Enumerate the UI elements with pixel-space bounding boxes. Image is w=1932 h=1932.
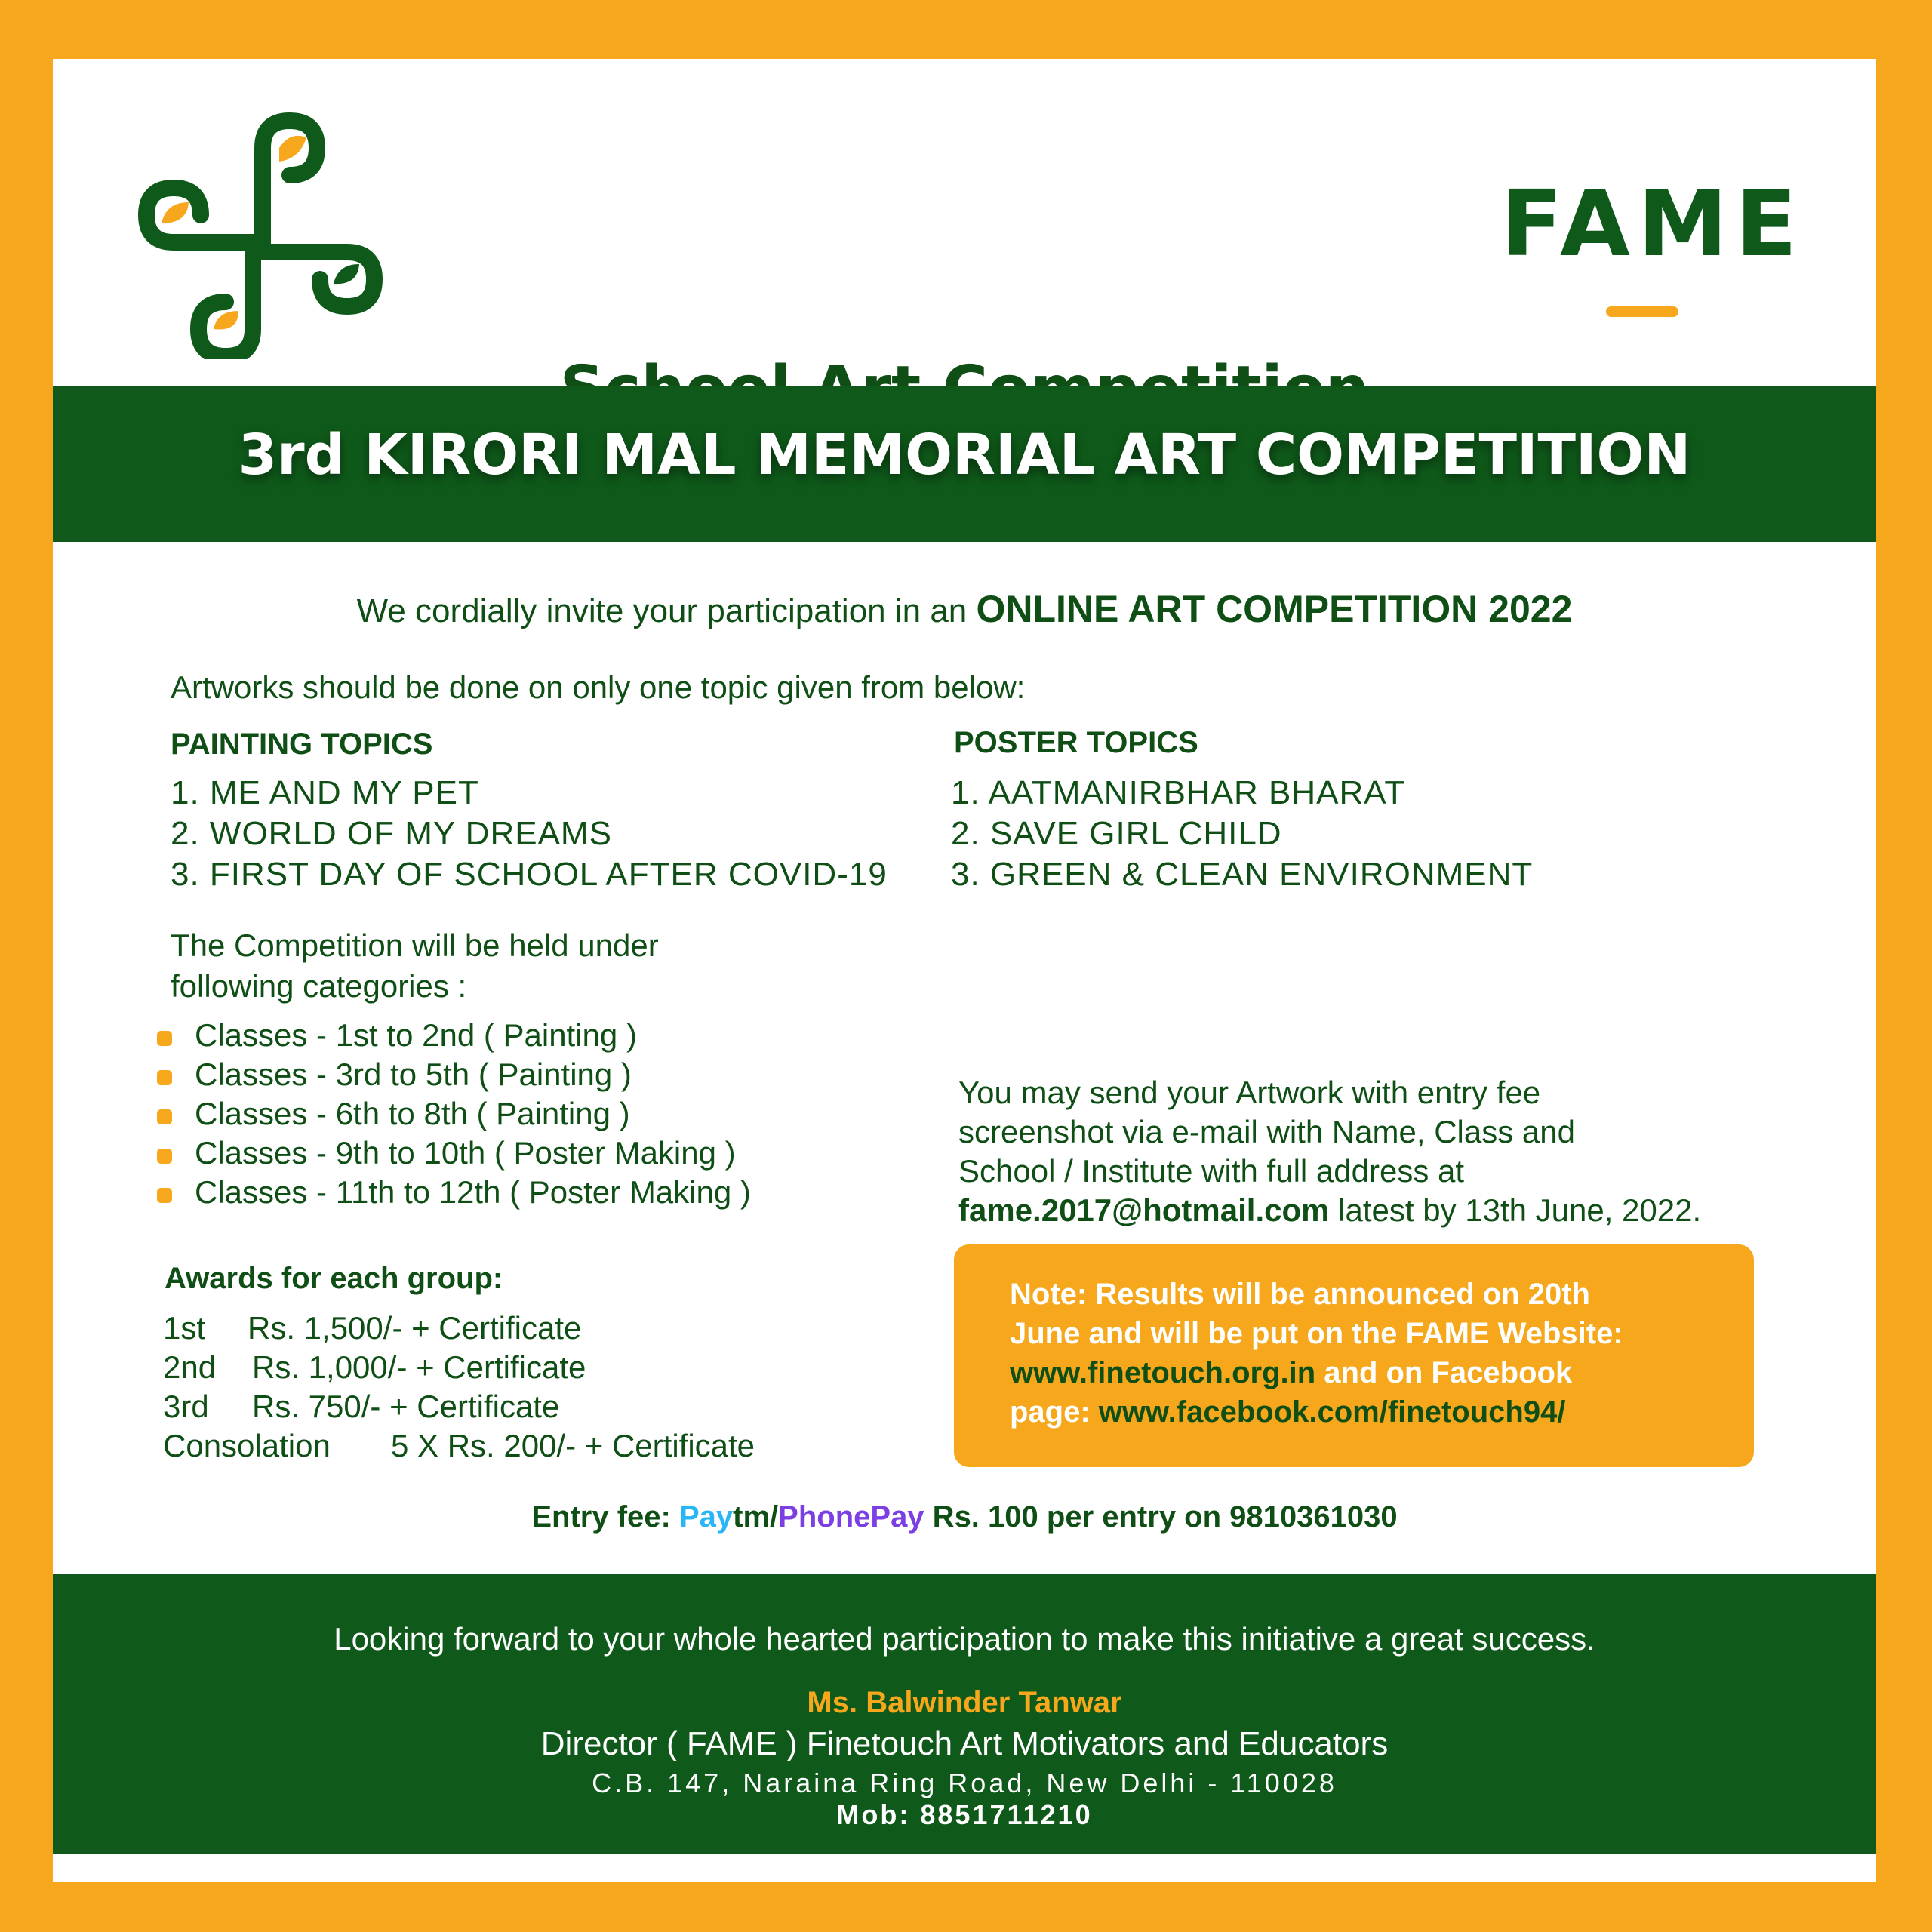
facebook-link[interactable]: www.facebook.com/finetouch94/ [1098,1395,1566,1429]
painting-topic: 2. WORLD OF MY DREAMS [171,815,612,852]
award-place: 3rd [163,1389,209,1424]
entry-fee-label: Entry fee: [531,1500,679,1534]
award-row [163,1387,755,1426]
award-row [163,1348,755,1387]
topic-instructions: Artworks should be done on only one topic given from below: [171,669,1026,705]
note-line [1010,1392,1734,1432]
results-note-text [1010,1275,1734,1432]
director-role: Director ( FAME ) Finetouch Art Motivators and Educators [540,1725,1389,1762]
award-row [163,1309,755,1348]
award-prize: Rs. 750/- + Certificate [252,1389,560,1424]
note-line: Note: Results will be announced on 20th [1010,1278,1590,1311]
awards-heading: Awards for each group: [165,1262,503,1295]
invitation-lead: We cordially invite your participation in an [356,592,977,629]
painting-topics-heading: PAINTING TOPICS [171,728,433,761]
painting-topic: 1. ME AND MY PET [171,774,479,811]
footer-banner [53,1574,1876,1854]
categories-list [157,1016,751,1212]
painting-topics-list [171,773,888,895]
award-row [163,1426,755,1466]
note-line [1010,1353,1734,1392]
award-place: Consolation [163,1428,331,1463]
award-prize: Rs. 1,500/- + Certificate [248,1310,582,1346]
poster-topics-list [951,773,1533,895]
category-item: Classes - 9th to 10th ( Poster Making ) [157,1134,751,1173]
submission-deadline: latest by 13th June, 2022. [1329,1192,1702,1228]
painting-topic: 3. FIRST DAY OF SCHOOL AFTER COVID-19 [171,856,888,893]
title-banner [53,386,1876,542]
category-item: Classes - 6th to 8th ( Painting ) [157,1094,751,1134]
footer-address: C.B. 147, Naraina Ring Road, New Delhi - 110028 [592,1767,1337,1798]
footer-message: Looking forward to your whole hearted participation to make this initiative a great success. [334,1621,1595,1657]
entry-fee-details: Rs. 100 per entry on 9810361030 [924,1500,1398,1534]
banner-title: 3rd KIRORI MAL MEMORIAL ART COMPETITION [238,423,1691,488]
note-line: June and will be put on the FAME Website: [1010,1317,1623,1350]
brand-name: FAME [1500,172,1805,277]
award-place: 1st [163,1310,206,1346]
fame-clover-logo-icon [128,103,385,359]
fame-brand-logo [1472,172,1834,331]
poster-page [53,59,1876,1882]
payment-separator: / [770,1500,779,1534]
submission-line [958,1191,1701,1230]
poster-topic: 2. SAVE GIRL CHILD [951,815,1282,852]
award-place: 2nd [163,1349,217,1385]
note-line-suffix: and on Facebook [1315,1356,1573,1389]
submission-line: School / Institute with full address at [958,1153,1465,1189]
invitation-line [53,587,1876,631]
award-prize: Rs. 1,000/- + Certificate [252,1349,586,1385]
submission-line: You may send your Artwork with entry fee [958,1075,1541,1110]
categories-intro-line: The Competition will be held under [171,928,659,963]
director-name: Ms. Balwinder Tanwar [807,1686,1122,1719]
poster-topic: 3. GREEN & CLEAN ENVIRONMENT [951,856,1534,893]
paytm-logo-pay: Pay [678,1500,734,1534]
categories-intro-line: following categories : [171,968,467,1004]
footer-mobile: Mob: 8851711210 [836,1799,1093,1830]
category-item: Classes - 11th to 12th ( Poster Making ) [157,1173,751,1212]
submission-line: screenshot via e-mail with Name, Class and [958,1114,1575,1149]
paytm-logo-tm: tm [733,1500,771,1534]
invitation-highlight: ONLINE ART COMPETITION 2022 [976,588,1573,630]
results-note-box [954,1244,1754,1467]
poster-topic: 1. AATMANIRBHAR BHARAT [951,774,1406,811]
awards-table [163,1309,755,1466]
submission-email-link[interactable]: fame.2017@hotmail.com [958,1192,1330,1228]
poster-topics-heading: POSTER TOPICS [954,726,1198,759]
entry-fee-line [53,1500,1876,1534]
note-line-prefix: page: [1010,1395,1099,1429]
brand-underline [1606,306,1678,317]
phonepe-logo: PhonePay [778,1500,924,1534]
category-item: Classes - 3rd to 5th ( Painting ) [157,1055,751,1094]
category-item: Classes - 1st to 2nd ( Painting ) [157,1016,751,1055]
submission-info [958,1073,1701,1230]
award-prize: 5 X Rs. 200/- + Certificate [391,1428,755,1463]
website-link[interactable]: www.finetouch.org.in [1010,1356,1316,1389]
categories-intro [171,925,659,1007]
